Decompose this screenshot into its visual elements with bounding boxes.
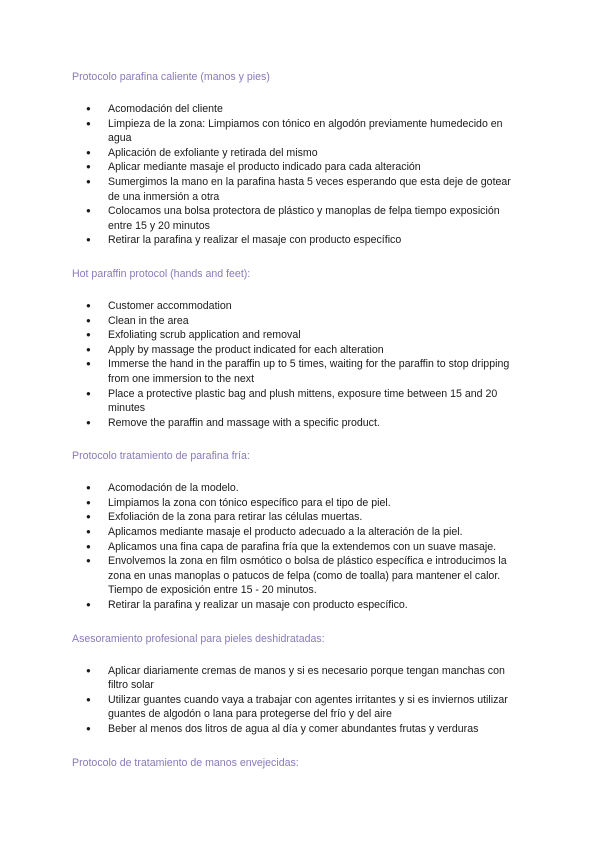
list-item: ● Retirar la parafina y realizar un masaje con producto específico. — [72, 598, 524, 613]
bullet-list-dehydrated-skin — [72, 664, 524, 737]
list-item: ● Aplicar diariamente cremas de manos y si es necesario porque tengan manchas con filtro solar — [72, 664, 524, 693]
list-item: ● Apply by massage the product indicated for each alteration — [72, 343, 524, 358]
list-item: ● Envolvemos la zona en film osmótico o bolsa de plástico específica e introducimos la zona en unas manoplas o patucos de felpa (como de toalla) para mantener el calor. Tiempo de exposición entre 15 - 20 minutos. — [72, 554, 524, 598]
section-title-dehydrated-skin: Asesoramiento profesional para pieles deshidratadas: — [72, 632, 325, 645]
bullet-list-hot-paraffin-es — [72, 102, 524, 248]
bullet-list-hot-paraffin-en — [72, 299, 524, 430]
list-item: ● Aplicamos una fina capa de parafina fría que la extendemos con un suave masaje. — [72, 540, 524, 555]
list-item: ● Limpieza de la zona: Limpiamos con tónico en algodón previamente humedecido en agua — [72, 117, 524, 146]
list-item: ● Beber al menos dos litros de agua al día y comer abundantes frutas y verduras — [72, 722, 524, 737]
list-item: ● Exfoliación de la zona para retirar las células muertas. — [72, 510, 524, 525]
list-item: ● Acomodación de la modelo. — [72, 481, 524, 496]
list-item: ● Sumergimos la mano en la parafina hasta 5 veces esperando que esta deje de gotear de una inmersión a otra — [72, 175, 524, 204]
section-title-hot-paraffin-en: Hot paraffin protocol (hands and feet): — [72, 267, 251, 280]
list-item: ● Utilizar guantes cuando vaya a trabajar con agentes irritantes y si es inviernos utilizar guantes de algodón o lana para protegerse del frío y del aire — [72, 693, 524, 722]
list-item: ● Acomodación del cliente — [72, 102, 524, 117]
list-item: ● Aplicamos mediante masaje el producto adecuado a la alteración de la piel. — [72, 525, 524, 540]
section-title-aged-hands: Protocolo de tratamiento de manos envejecidas: — [72, 756, 299, 769]
list-item: ● Aplicación de exfoliante y retirada del mismo — [72, 146, 524, 161]
list-item: ● Colocamos una bolsa protectora de plástico y manoplas de felpa tiempo exposición entre 15 y 20 minutos — [72, 204, 524, 233]
list-item: ● Retirar la parafina y realizar el masaje con producto específico — [72, 233, 524, 248]
section-title-hot-paraffin-es: Protocolo parafina caliente (manos y pies) — [72, 71, 270, 83]
list-item: ● Limpiamos la zona con tónico específico para el tipo de piel. — [72, 496, 524, 511]
list-item: ● Exfoliating scrub application and removal — [72, 328, 524, 343]
list-item: ● Place a protective plastic bag and plush mittens, exposure time between 15 and 20 minutes — [72, 387, 524, 416]
section-title-cold-paraffin: Protocolo tratamiento de parafina fría: — [72, 450, 250, 463]
list-item: ● Immerse the hand in the paraffin up to 5 times, waiting for the paraffin to stop dripping from one immersion to the next — [72, 357, 524, 386]
bullet-list-cold-paraffin — [72, 481, 524, 612]
list-item: ● Clean in the area — [72, 314, 524, 329]
list-item: ● Aplicar mediante masaje el producto indicado para cada alteración — [72, 160, 524, 175]
list-item: ● Remove the paraffin and massage with a specific product. — [72, 416, 524, 431]
list-item: ● Customer accommodation — [72, 299, 524, 314]
